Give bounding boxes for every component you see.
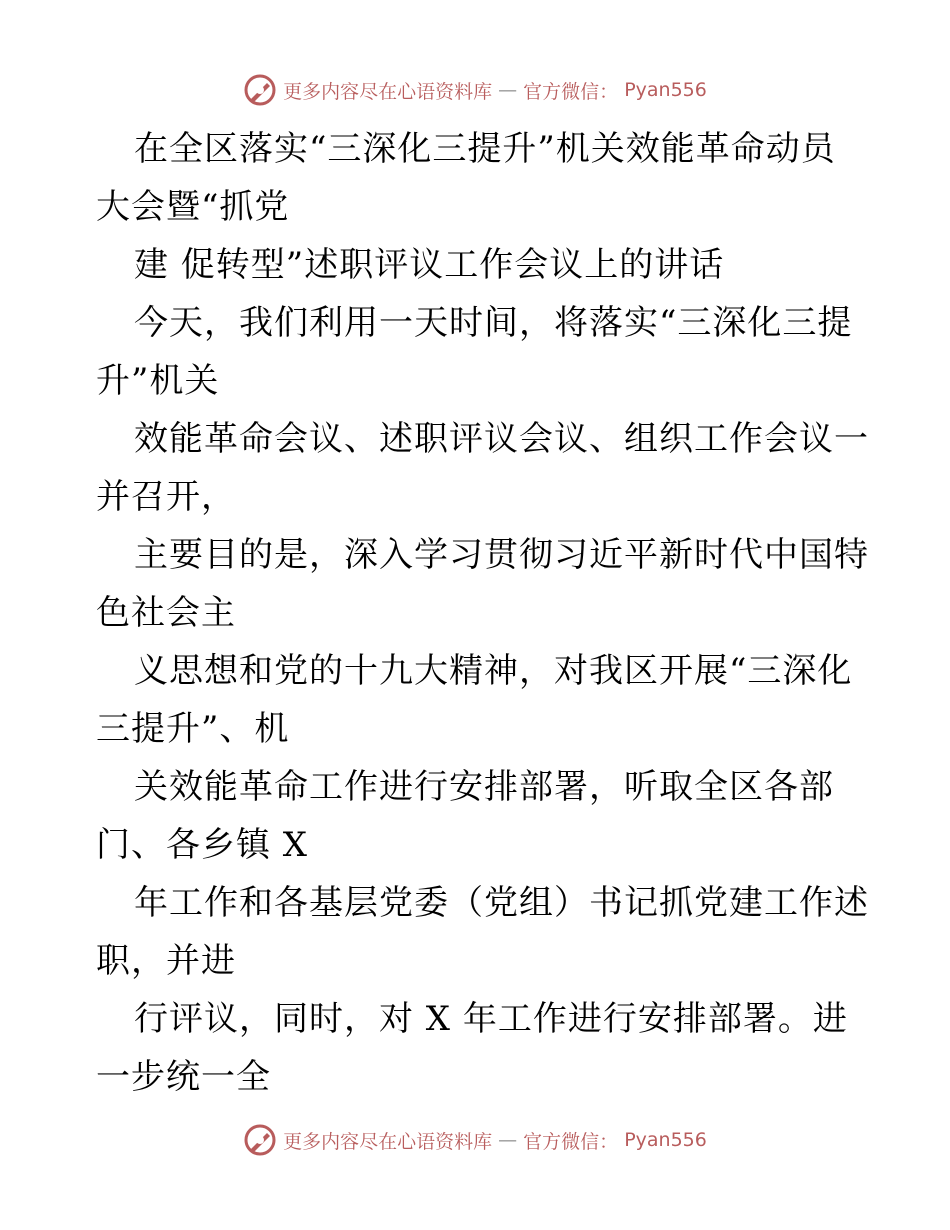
text-line: 并召开， — [96, 477, 236, 517]
document-body — [96, 120, 869, 1106]
text-line: 在全区落实“三深化三提升”机关效能革命动员 — [134, 129, 836, 169]
watermark-label: 官方微信： — [523, 1130, 619, 1153]
watermark-separator: — — [498, 1129, 518, 1151]
text-line: 色社会主 — [96, 593, 236, 633]
text-line: 效能革命会议、述职评议会议、组织工作会议一 — [134, 419, 869, 459]
watermark-account: Pyan556 — [624, 79, 707, 101]
text-line: 职，并进 — [96, 941, 236, 981]
footer-watermark — [0, 1120, 950, 1160]
watermark-text: 更多内容尽在心语资料库 — [283, 1130, 493, 1153]
pen-seal-icon — [243, 1123, 277, 1157]
text-line: 关效能革命工作进行安排部署，听取全区各部 — [134, 767, 834, 807]
text-line: 今天，我们利用一天时间，将落实“三深化三提 — [134, 303, 853, 343]
text-line: 门、各乡镇 X — [96, 825, 309, 865]
text-line: 三提升”、机 — [96, 709, 290, 749]
text-line: 年工作和各基层党委（党组）书记抓党建工作述 — [134, 883, 869, 923]
header-watermark — [0, 70, 950, 110]
text-line: 一步统一全 — [96, 1057, 271, 1097]
watermark-text: 更多内容尽在心语资料库 — [283, 80, 493, 103]
watermark-account: Pyan556 — [624, 1129, 707, 1151]
watermark-separator: — — [498, 79, 518, 101]
text-line: 建 促转型”述职评议工作会议上的讲话 — [134, 245, 725, 285]
text-line: 行评议，同时，对 X 年工作进行安排部署。进 — [134, 999, 848, 1039]
text-line: 大会暨“抓党 — [96, 187, 290, 227]
text-line: 义思想和党的十九大精神，对我区开展“三深化 — [134, 651, 853, 691]
pen-seal-icon — [243, 73, 277, 107]
text-line: 主要目的是，深入学习贯彻习近平新时代中国特 — [134, 535, 869, 575]
watermark-label: 官方微信： — [523, 80, 619, 103]
text-line: 升”机关 — [96, 361, 220, 401]
